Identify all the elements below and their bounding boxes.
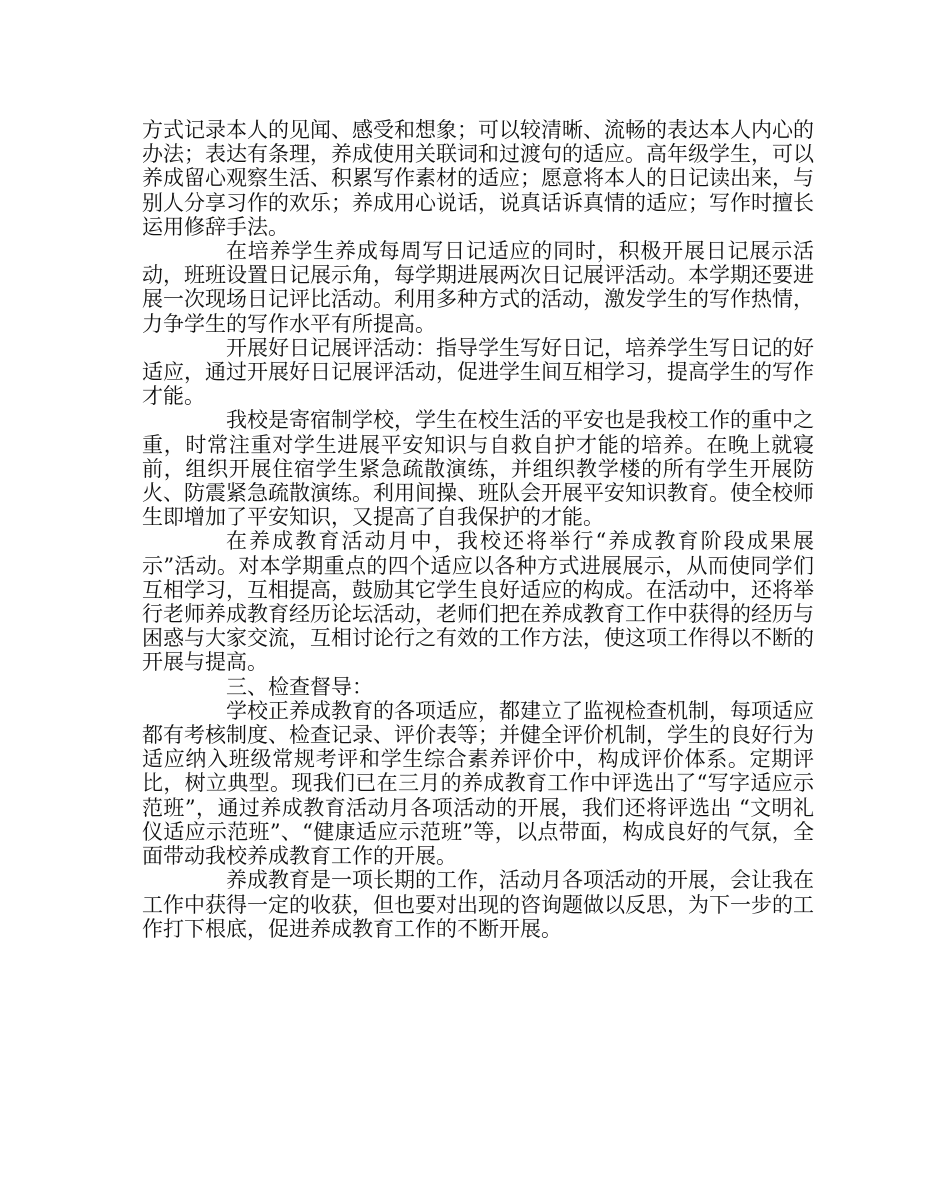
paragraph-5: 在养成教育活动月中，我校还将举行“养成教育阶段成果展示”活动。对本学期重点的四个适应以各种方式进展展示，从而使同学们互相学习，互相提高，鼓励其它学生良好适应的构成。在活动中，还将举行老师养成教育经历论坛活动，老师们把在养成教育工作中获得的经历与困惑与大家交流，互相讨论行之有效的工作方法，使这项工作得以不断的开展与提高。 [142,529,814,675]
paragraph-1: 方式记录本人的见闻、感受和想象；可以较清晰、流畅的表达本人内心的办法；表达有条理，养成使用关联词和过渡句的适应。高年级学生，可以养成留心观察生活、积累写作素材的适应；愿意将本人的日记读出来，与别人分享习作的欢乐；养成用心说话，说真话诉真情的适应；写作时擅长运用修辞手法。 [142,118,814,239]
document-body [142,118,814,941]
paragraph-8: 养成教育是一项长期的工作，活动月各项活动的开展，会让我在工作中获得一定的收获，但也要对出现的咨询题做以反思，为下一步的工作打下根底，促进养成教育工作的不断开展。 [142,868,814,941]
paragraph-7: 学校正养成教育的各项适应，都建立了监视检查机制，每项适应都有考核制度、检查记录、评价表等；并健全评价机制，学生的良好行为适应纳入班级常规考评和学生综合素养评价中，构成评价体系。定期评比，树立典型。现我们已在三月的养成教育工作中评选出了“写字适应示范班”，通过养成教育活动月各项活动的开展，我们还将评选出 “文明礼仪适应示范班”、“健康适应示范班”等，以点带面，构成良好的气氛，全面带动我校养成教育工作的开展。 [142,698,814,869]
paragraph-3: 开展好日记展评活动：指导学生写好日记，培养学生写日记的好适应，通过开展好日记展评活动，促进学生间互相学习，提高学生的写作才能。 [142,335,814,409]
paragraph-4: 我校是寄宿制学校，学生在校生活的平安也是我校工作的重中之重，时常注重对学生进展平安知识与自救自护才能的培养。在晚上就寝前，组织开展住宿学生紧急疏散演练，并组织教学楼的所有学生开展防火、防震紧急疏散演练。利用间操、班队会开展平安知识教育。使全校师生即增加了平安知识，又提高了自我保护的才能。 [142,408,814,530]
paragraph-2: 在培养学生养成每周写日记适应的同时，积极开展日记展示活动，班班设置日记展示角，每学期进展两次日记展评活动。本学期还要进展一次现场日记评比活动。利用多种方式的活动，激发学生的写作热情，力争学生的写作水平有所提高。 [142,239,814,336]
section-heading: 三、检查督导： [226,674,373,699]
